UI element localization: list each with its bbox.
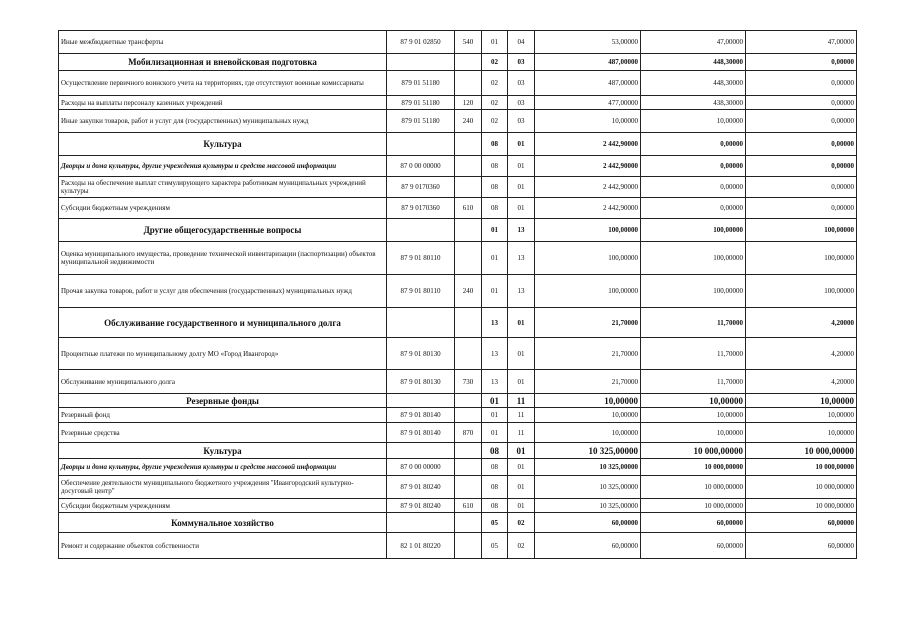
table-row [59,476,857,499]
amount-year-1: 2 442,90000 [535,177,641,198]
expense-type-code: 610 [455,198,482,219]
amount-year-1: 53,00000 [535,31,641,54]
table-row [59,533,857,559]
section-code: 08 [482,459,508,476]
expense-type-code [455,156,482,177]
row-name: Иные межбюджетные трансферты [59,31,387,54]
target-article-code: 87 9 01 80140 [387,423,455,443]
subsection-code: 11 [508,394,535,408]
amount-year-3: 47,00000 [746,31,857,54]
section-code: 01 [482,219,508,242]
section-code: 01 [482,423,508,443]
amount-year-1: 10,00000 [535,394,641,408]
section-code: 08 [482,443,508,459]
subsection-code: 03 [508,110,535,133]
subsection-code: 01 [508,156,535,177]
amount-year-3: 0,00000 [746,177,857,198]
target-article-code: 87 9 01 80130 [387,370,455,394]
expense-type-code [455,71,482,96]
amount-year-3: 10 000,00000 [746,476,857,499]
target-article-code [387,394,455,408]
row-name: Дворцы и дома культуры, другие учреждения культуры и средств массовой информации [59,156,387,177]
row-name: Ремонт и содержание объектов собственности [59,533,387,559]
amount-year-2: 0,00000 [641,156,746,177]
expense-type-code [455,394,482,408]
subsection-code: 01 [508,177,535,198]
amount-year-2: 448,30000 [641,71,746,96]
amount-year-3: 0,00000 [746,110,857,133]
amount-year-3: 0,00000 [746,133,857,156]
subsection-code: 01 [508,338,535,370]
expense-type-code [455,513,482,533]
amount-year-3: 10,00000 [746,423,857,443]
amount-year-2: 47,00000 [641,31,746,54]
section-code: 01 [482,242,508,275]
subsection-code: 13 [508,275,535,308]
table-row [59,443,857,459]
expense-type-code: 870 [455,423,482,443]
target-article-code [387,133,455,156]
expense-type-code [455,308,482,338]
section-code: 08 [482,156,508,177]
table-row [59,394,857,408]
section-code: 01 [482,394,508,408]
amount-year-3: 4,20000 [746,308,857,338]
subsection-code: 01 [508,308,535,338]
section-code: 02 [482,110,508,133]
amount-year-2: 11,70000 [641,370,746,394]
table-row [59,156,857,177]
amount-year-2: 11,70000 [641,308,746,338]
target-article-code: 87 9 01 80240 [387,476,455,499]
amount-year-3: 0,00000 [746,54,857,71]
row-name: Другие общегосударственные вопросы [59,219,387,242]
row-name: Обслуживание муниципального долга [59,370,387,394]
table-row [59,308,857,338]
target-article-code: 82 1 01 80220 [387,533,455,559]
subsection-code: 02 [508,513,535,533]
subsection-code: 01 [508,443,535,459]
table-row [59,177,857,198]
subsection-code: 01 [508,198,535,219]
row-name: Осуществление первичного воинского учета на территориях, где отсутствуют военные комиссариаты [59,71,387,96]
table-row [59,499,857,513]
subsection-code: 04 [508,31,535,54]
target-article-code: 87 0 00 00000 [387,459,455,476]
amount-year-3: 10 000,00000 [746,443,857,459]
amount-year-1: 487,00000 [535,71,641,96]
section-code: 05 [482,533,508,559]
table-row [59,513,857,533]
table-row [59,242,857,275]
amount-year-1: 100,00000 [535,219,641,242]
subsection-code: 03 [508,96,535,110]
subsection-code: 03 [508,54,535,71]
amount-year-3: 10,00000 [746,408,857,423]
section-code: 08 [482,177,508,198]
row-name: Мобилизационная и вневойсковая подготовка [59,54,387,71]
table-row [59,338,857,370]
row-name: Процентные платежи по муниципальному долгу МО «Город Ивангород» [59,338,387,370]
target-article-code [387,513,455,533]
amount-year-2: 10 000,00000 [641,459,746,476]
target-article-code [387,443,455,459]
subsection-code: 01 [508,499,535,513]
row-name: Резервный фонд [59,408,387,423]
section-code: 13 [482,370,508,394]
amount-year-3: 60,00000 [746,513,857,533]
amount-year-1: 477,00000 [535,96,641,110]
amount-year-1: 100,00000 [535,275,641,308]
table-row [59,423,857,443]
section-code: 01 [482,31,508,54]
amount-year-2: 60,00000 [641,513,746,533]
target-article-code: 87 9 01 80110 [387,242,455,275]
row-name: Культура [59,133,387,156]
subsection-code: 01 [508,370,535,394]
target-article-code [387,219,455,242]
section-code: 08 [482,499,508,513]
budget-table [58,30,857,559]
section-code: 05 [482,513,508,533]
row-name: Коммунальное хозяйство [59,513,387,533]
section-code: 13 [482,338,508,370]
amount-year-2: 100,00000 [641,242,746,275]
row-name: Расходы на выплаты персоналу казенных учреждений [59,96,387,110]
table-row [59,370,857,394]
table-row [59,275,857,308]
amount-year-2: 0,00000 [641,133,746,156]
row-name: Субсидии бюджетным учреждениям [59,198,387,219]
budget-table-body [59,31,857,559]
amount-year-2: 10 000,00000 [641,499,746,513]
row-name: Резервные фонды [59,394,387,408]
target-article-code: 87 9 01 80240 [387,499,455,513]
target-article-code: 879 01 51180 [387,71,455,96]
amount-year-3: 10 000,00000 [746,459,857,476]
amount-year-2: 0,00000 [641,177,746,198]
amount-year-2: 10,00000 [641,394,746,408]
expense-type-code: 610 [455,499,482,513]
row-name: Обеспечение деятельности муниципального бюджетного учреждения "Ивангородский культурно-досуговый центр" [59,476,387,499]
amount-year-2: 10,00000 [641,423,746,443]
section-code: 02 [482,54,508,71]
target-article-code: 879 01 51180 [387,110,455,133]
subsection-code: 11 [508,408,535,423]
section-code: 02 [482,96,508,110]
target-article-code: 87 9 01 80130 [387,338,455,370]
table-row [59,71,857,96]
amount-year-1: 487,00000 [535,54,641,71]
row-name: Дворцы и дома культуры, другие учреждения культуры и средств массовой информации [59,459,387,476]
subsection-code: 11 [508,423,535,443]
target-article-code: 879 01 51180 [387,96,455,110]
amount-year-3: 0,00000 [746,71,857,96]
expense-type-code [455,533,482,559]
amount-year-1: 10 325,00000 [535,443,641,459]
table-row [59,408,857,423]
amount-year-3: 100,00000 [746,219,857,242]
amount-year-1: 10,00000 [535,110,641,133]
amount-year-2: 0,00000 [641,198,746,219]
section-code: 01 [482,275,508,308]
amount-year-2: 448,30000 [641,54,746,71]
expense-type-code: 730 [455,370,482,394]
amount-year-3: 60,00000 [746,533,857,559]
table-row [59,31,857,54]
target-article-code: 87 0 00 00000 [387,156,455,177]
expense-type-code [455,476,482,499]
subsection-code: 01 [508,459,535,476]
expense-type-code: 540 [455,31,482,54]
table-row [59,459,857,476]
amount-year-3: 10 000,00000 [746,499,857,513]
target-article-code: 87 9 0170360 [387,198,455,219]
expense-type-code [455,459,482,476]
amount-year-1: 10,00000 [535,423,641,443]
row-name: Расходы на обеспечение выплат стимулирующего характера работникам муниципальных учреждений культуры [59,177,387,198]
amount-year-1: 2 442,90000 [535,156,641,177]
table-row [59,96,857,110]
table-row [59,198,857,219]
target-article-code: 87 9 01 02850 [387,31,455,54]
amount-year-2: 11,70000 [641,338,746,370]
row-name: Оценка муниципального имущества, проведение технической инвентаризации (паспортизации) объектов муниципальной недвижимости [59,242,387,275]
amount-year-3: 100,00000 [746,275,857,308]
target-article-code: 87 9 01 80110 [387,275,455,308]
target-article-code [387,54,455,71]
amount-year-2: 438,30000 [641,96,746,110]
row-name: Субсидии бюджетным учреждениям [59,499,387,513]
subsection-code: 03 [508,71,535,96]
subsection-code: 13 [508,242,535,275]
expense-type-code [455,242,482,275]
row-name: Обслуживание государственного и муниципального долга [59,308,387,338]
amount-year-3: 0,00000 [746,96,857,110]
table-row [59,133,857,156]
target-article-code: 87 9 01 80140 [387,408,455,423]
section-code: 01 [482,408,508,423]
table-row [59,219,857,242]
target-article-code [387,308,455,338]
amount-year-3: 0,00000 [746,198,857,219]
amount-year-1: 21,70000 [535,338,641,370]
amount-year-1: 2 442,90000 [535,133,641,156]
expense-type-code [455,219,482,242]
amount-year-2: 100,00000 [641,219,746,242]
amount-year-2: 10 000,00000 [641,443,746,459]
subsection-code: 13 [508,219,535,242]
expense-type-code [455,408,482,423]
subsection-code: 02 [508,533,535,559]
expense-type-code [455,443,482,459]
amount-year-3: 0,00000 [746,156,857,177]
amount-year-3: 100,00000 [746,242,857,275]
section-code: 08 [482,133,508,156]
subsection-code: 01 [508,476,535,499]
expense-type-code [455,133,482,156]
section-code: 13 [482,308,508,338]
amount-year-2: 10 000,00000 [641,476,746,499]
section-code: 08 [482,198,508,219]
amount-year-2: 60,00000 [641,533,746,559]
row-name: Резервные средства [59,423,387,443]
row-name: Прочая закупка товаров, работ и услуг для обеспечения (государственных) муниципальных нужд [59,275,387,308]
amount-year-1: 2 442,90000 [535,198,641,219]
amount-year-1: 10 325,00000 [535,476,641,499]
section-code: 02 [482,71,508,96]
amount-year-3: 4,20000 [746,370,857,394]
amount-year-1: 10 325,00000 [535,459,641,476]
amount-year-2: 100,00000 [641,275,746,308]
expense-type-code: 240 [455,110,482,133]
amount-year-1: 100,00000 [535,242,641,275]
row-name: Иные закупки товаров, работ и услуг для (государственных) муниципальных нужд [59,110,387,133]
row-name: Культура [59,443,387,459]
amount-year-1: 21,70000 [535,308,641,338]
table-row [59,110,857,133]
expense-type-code [455,54,482,71]
expense-type-code [455,177,482,198]
table-row [59,54,857,71]
amount-year-3: 10,00000 [746,394,857,408]
subsection-code: 01 [508,133,535,156]
amount-year-3: 4,20000 [746,338,857,370]
amount-year-1: 10,00000 [535,408,641,423]
amount-year-2: 10,00000 [641,110,746,133]
expense-type-code: 120 [455,96,482,110]
section-code: 08 [482,476,508,499]
expense-type-code: 240 [455,275,482,308]
amount-year-1: 21,70000 [535,370,641,394]
amount-year-1: 60,00000 [535,533,641,559]
expense-type-code [455,338,482,370]
amount-year-2: 10,00000 [641,408,746,423]
target-article-code: 87 9 0170360 [387,177,455,198]
amount-year-1: 10 325,00000 [535,499,641,513]
amount-year-1: 60,00000 [535,513,641,533]
